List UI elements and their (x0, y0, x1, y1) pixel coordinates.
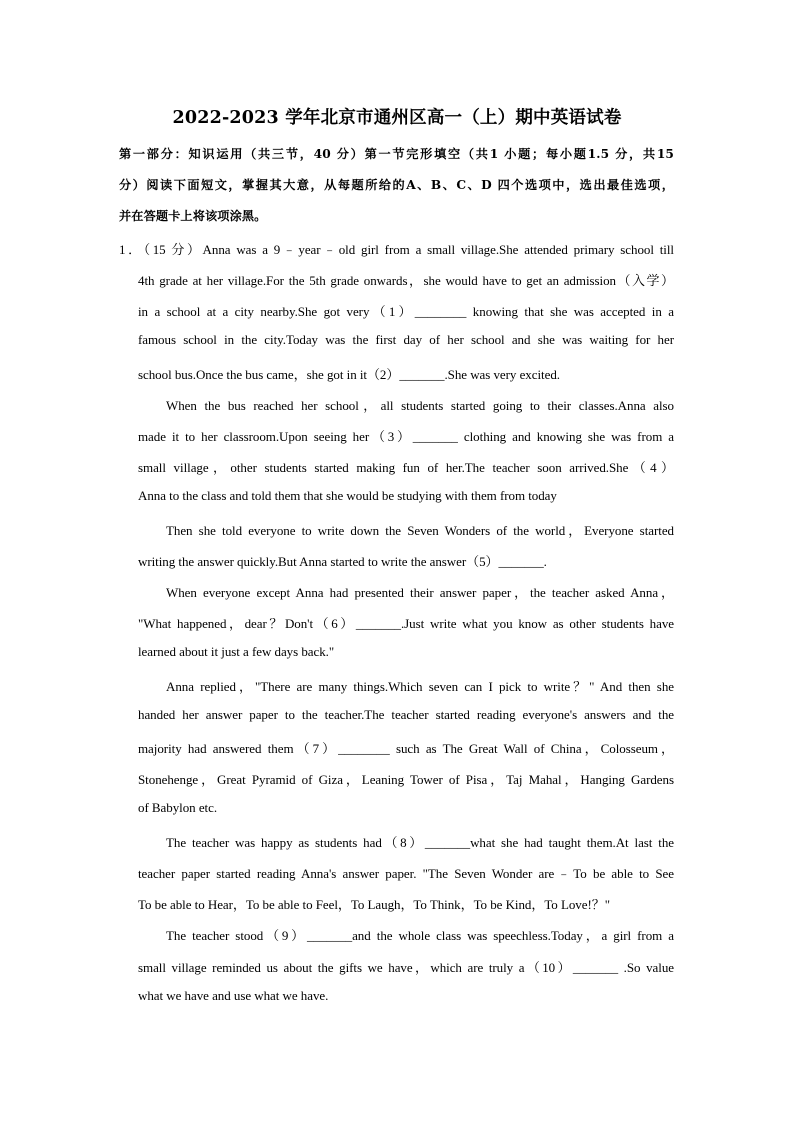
passage-line: Then she told everyone to write down the Seven Wonders of the world，Everyone started (166, 523, 674, 538)
passage-line: writing the answer quickly.But Anna started to write the answer（5）_______. (138, 554, 547, 569)
passage-line: learned about it just a few days back." (138, 644, 335, 659)
passage-line: The teacher stood（9）_______and the whole class was speechless.Today，a girl from a (166, 928, 674, 943)
passage-line: "What happened，dear？Don't（6）_______.Just write what you know as other students have (138, 616, 674, 631)
passage-line: of Babylon etc. (138, 800, 218, 815)
passage-line: Stonehenge，Great Pyramid of Giza，Leaning Tower of Pisa，Taj Mahal，Hanging Gardens (138, 772, 674, 787)
exam-title: 2022-2023 学年北京市通州区高一（上）期中英语试卷 (172, 108, 622, 128)
passage-line: small village reminded us about the gifts we have，which are truly a（10）_______ .So value (138, 960, 674, 975)
passage-line: famous school in the city.Today was the first day of her school and she was waiting for her (138, 332, 674, 347)
passage-line: When everyone except Anna had presented their answer paper，the teacher asked Anna， (166, 585, 674, 600)
passage-line: The teacher was happy as students had（8）_______what she had taught them.At last the (166, 835, 674, 850)
section-instructions-line: 并在答题卡上将该项涂黑。 (119, 209, 267, 223)
passage-line: 1．（15 分）Anna was a 9﹣year﹣old girl from a small village.She attended primary school till (119, 242, 674, 257)
passage-line: school bus.Once the bus came，she got in it（2）_______.She was very excited. (138, 367, 560, 382)
passage-line: what we have and use what we have. (138, 988, 329, 1003)
passage-line: in a school at a city nearby.She got very（1）________ knowing that she was accepted in a (138, 304, 674, 319)
passage-line: majority had answered them（7）________ such as The Great Wall of China，Colosseum， (138, 741, 674, 756)
section-instructions-line: 分）阅读下面短文，掌握其大意，从每题所给的A、B、C、D 四个选项中，选出最佳选项， (119, 178, 674, 192)
passage-line: teacher paper started reading Anna's answer paper. "The Seven Wonder are﹣To be able to See (138, 866, 674, 881)
passage-line: Anna replied，"There are many things.Which seven can I pick to write？" And then she (166, 679, 674, 694)
section-instructions-line: 第一部分：知识运用（共三节，40 分）第一节完形填空（共1 小题；每小题1.5 分，共15 (119, 147, 674, 161)
passage-line: 4th grade at her village.For the 5th grade onwards，she would have to get an admission（入学） (138, 273, 674, 288)
passage-line: Anna to the class and told them that she would be studying with them from today (138, 488, 557, 503)
passage-line: When the bus reached her school，all students started going to their classes.Anna also (166, 398, 674, 413)
passage-line: To be able to Hear，To be able to Feel，To Laugh，To Think，To be Kind，To Love!？" (138, 897, 610, 912)
passage-line: handed her answer paper to the teacher.The teacher started reading everyone's answers and the (138, 707, 674, 722)
passage-line: small village，other students started making fun of her.The teacher soon arrived.She（4） (138, 460, 674, 475)
passage-line: made it to her classroom.Upon seeing her（3）_______ clothing and knowing she was from a (138, 429, 674, 444)
